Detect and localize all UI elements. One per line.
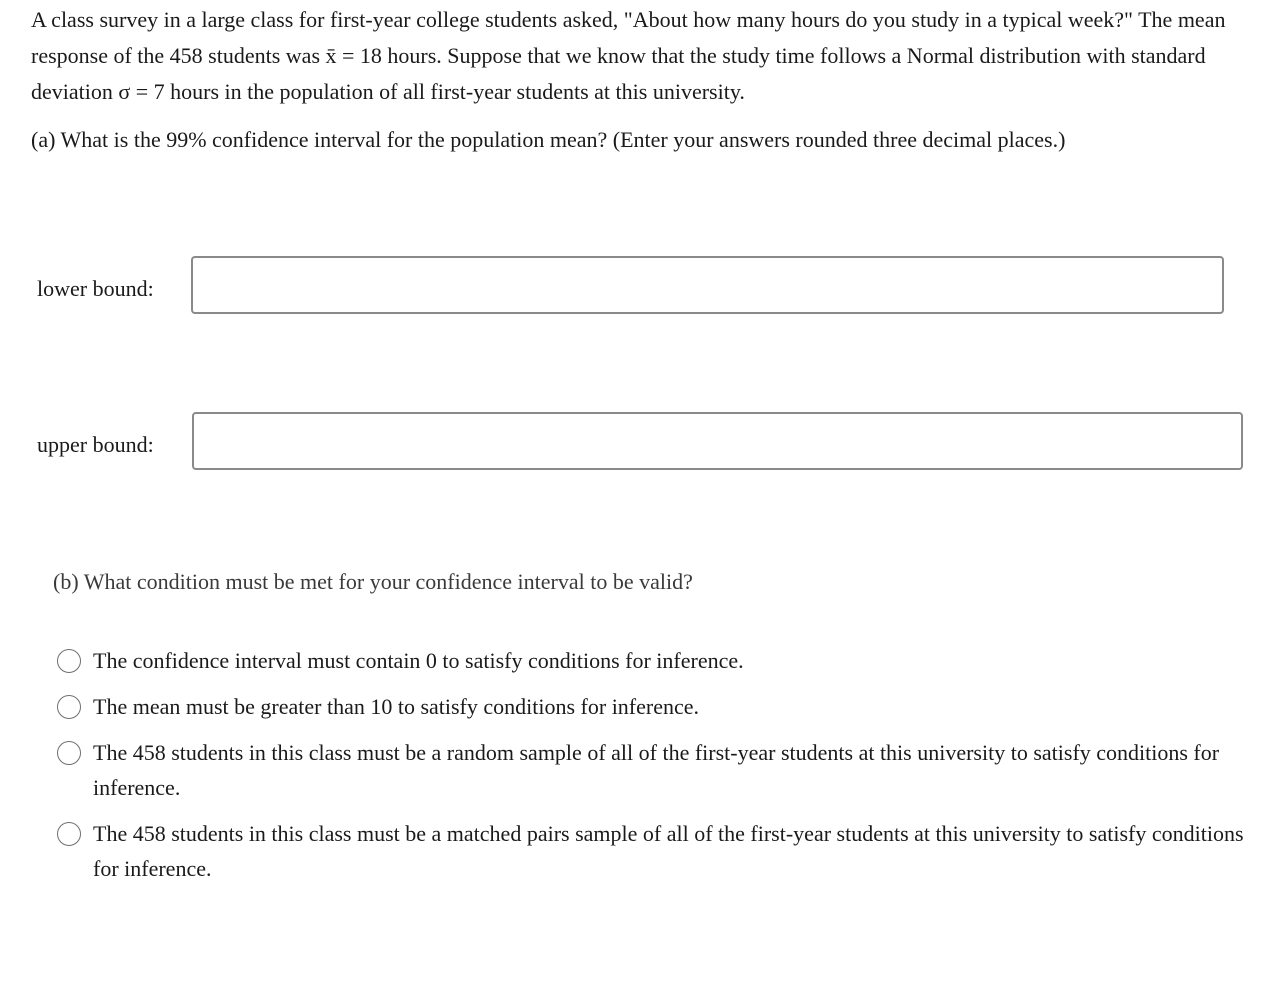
part-b-prompt: (b) What condition must be met for your confidence interval to be valid?: [53, 569, 693, 594]
radio-button[interactable]: [57, 649, 81, 673]
sigma-symbol: σ: [118, 79, 131, 104]
question-text: [31, 2, 1246, 110]
upper-bound-label: upper bound:: [37, 432, 154, 457]
xbar-value-text: = 18 hours. Suppose that we know that the study time follows a Normal distribution with standard deviation: [31, 43, 1206, 104]
part-a-prompt: (a) What is the 99% confidence interval for the population mean? (Enter your answers rounded three decimal places.): [31, 127, 1066, 152]
option-contain-zero[interactable]: [56, 643, 1252, 678]
radio-button[interactable]: [57, 822, 81, 846]
xbar-symbol: x̄: [325, 43, 337, 68]
option-matched-pairs[interactable]: [56, 816, 1252, 886]
option-random-sample[interactable]: [56, 735, 1252, 805]
question-intro-text: A class survey in a large class for first-year college students asked, "About how many hours do you study in a typical week?" The mean response of the 458 students was: [31, 7, 1226, 68]
option-label: The 458 students in this class must be a matched pairs sample of all of the first-year students at this university to satisfy conditions for inference.: [93, 821, 1244, 881]
option-label: The mean must be greater than 10 to satisfy conditions for inference.: [93, 694, 700, 719]
option-label: The confidence interval must contain 0 to satisfy conditions for inference.: [93, 648, 744, 673]
question-closing-text: = 7 hours in the population of all first-year students at this university.: [130, 79, 745, 104]
option-mean-greater-than-10[interactable]: [56, 689, 1252, 724]
radio-button[interactable]: [57, 741, 81, 765]
radio-button[interactable]: [57, 695, 81, 719]
lower-bound-label: lower bound:: [37, 276, 154, 301]
option-label: The 458 students in this class must be a random sample of all of the first-year students at this university to satisfy conditions for inference.: [93, 740, 1220, 800]
lower-bound-input[interactable]: [191, 256, 1224, 314]
upper-bound-input[interactable]: [192, 412, 1243, 470]
condition-options: [56, 643, 1252, 897]
